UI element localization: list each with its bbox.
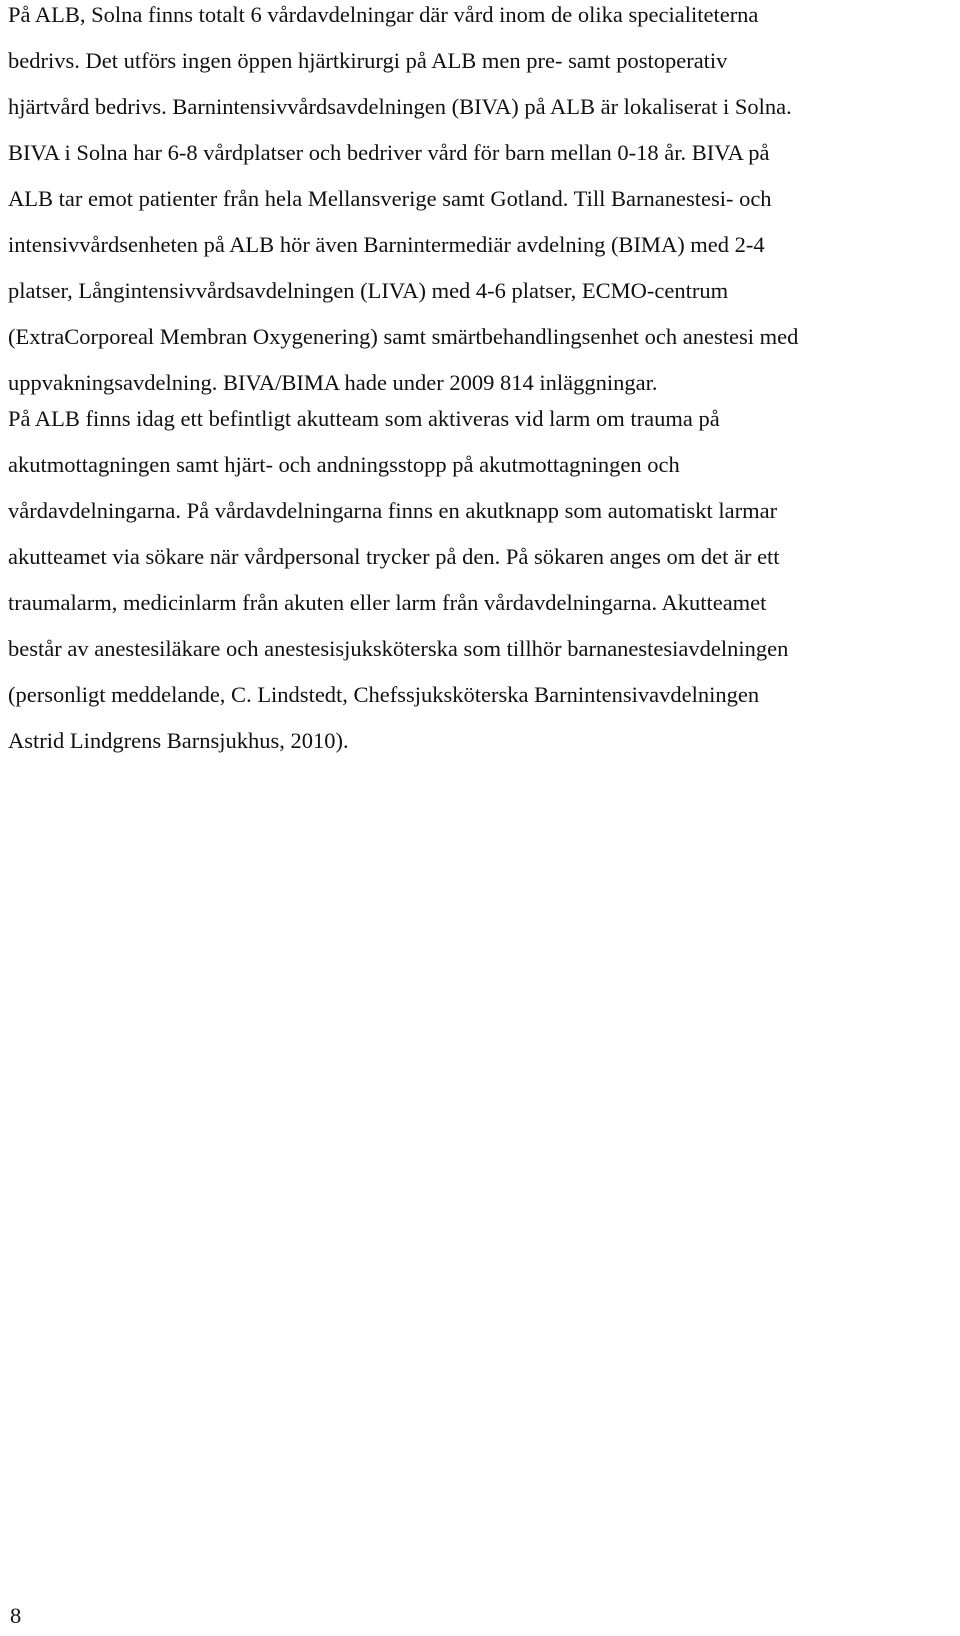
text-line: traumalarm, medicinlarm från akuten eller larm från vårdavdelningarna. Akutteamet [8, 590, 767, 615]
text-line: akutteamet via sökare när vårdpersonal trycker på den. På sökaren anges om det är ett [8, 544, 780, 569]
text-line: uppvakningsavdelning. BIVA/BIMA hade under 2009 814 inläggningar. [8, 370, 658, 395]
paragraph-2 [8, 396, 960, 764]
text-line: intensivvårdsenheten på ALB hör även Barnintermediär avdelning (BIMA) med 2-4 [8, 232, 765, 257]
text-line: (personligt meddelande, C. Lindstedt, Chefssjuksköterska Barnintensivavdelningen [8, 682, 760, 707]
text-line: På ALB finns idag ett befintligt akutteam som aktiveras vid larm om trauma på [8, 406, 720, 431]
text-line: bedrivs. Det utförs ingen öppen hjärtkirurgi på ALB men pre- samt postoperativ [8, 48, 728, 73]
text-line: platser, Långintensivvårdsavdelningen (LIVA) med 4-6 platser, ECMO-centrum [8, 278, 729, 303]
text-line: Astrid Lindgrens Barnsjukhus, 2010). [8, 728, 349, 753]
paragraph-1 [8, 0, 960, 406]
text-line: består av anestesiläkare och anestesisjuksköterska som tillhör barnanestesiavdelningen [8, 636, 789, 661]
text-line: BIVA i Solna har 6-8 vårdplatser och bedriver vård för barn mellan 0-18 år. BIVA på [8, 140, 770, 165]
text-line: På ALB, Solna finns totalt 6 vårdavdelningar där vård inom de olika specialiteterna [8, 2, 759, 27]
text-line: ALB tar emot patienter från hela Mellansverige samt Gotland. Till Barnanestesi- och [8, 186, 772, 211]
text-line: (ExtraCorporeal Membran Oxygenering) samt smärtbehandlingsenhet och anestesi med [8, 324, 799, 349]
page-number: 8 [10, 1603, 22, 1628]
text-line: akutmottagningen samt hjärt- och andningsstopp på akutmottagningen och [8, 452, 680, 477]
text-line: vårdavdelningarna. På vårdavdelningarna finns en akutknapp som automatiskt larmar [8, 498, 778, 523]
text-line: hjärtvård bedrivs. Barnintensivvårdsavdelningen (BIVA) på ALB är lokaliserat i Solna. [8, 94, 792, 119]
